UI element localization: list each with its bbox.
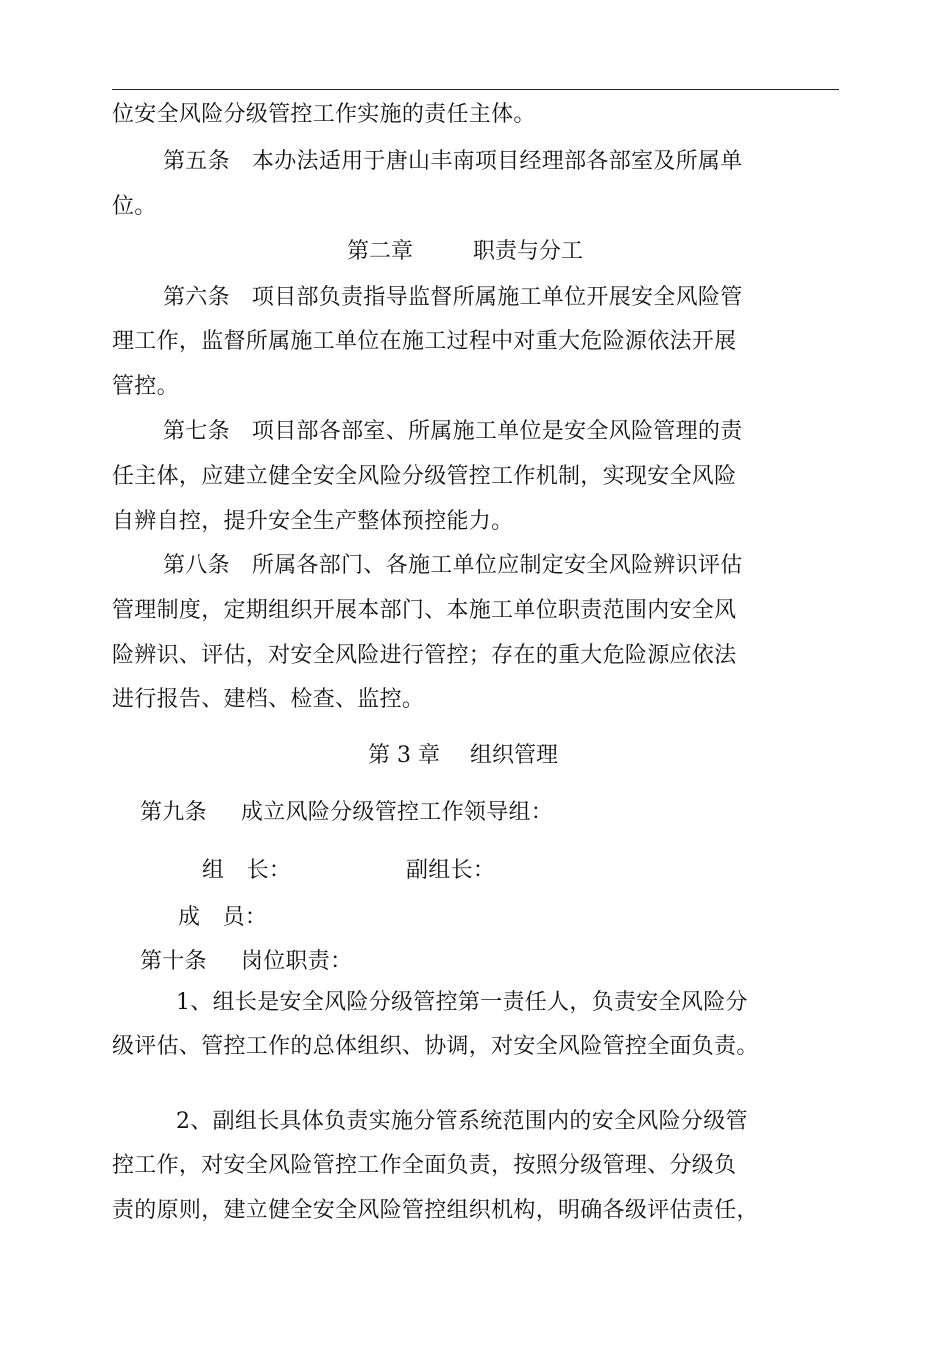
text-line: 控工作，对安全风险管控工作全面负责，按照分级管理、分级负 xyxy=(112,1153,737,1178)
text-line: 自辨自控，提升安全生产整体预控能力。 xyxy=(112,509,514,534)
chapter-2-heading xyxy=(347,237,583,267)
leader-label: 组 长： xyxy=(202,858,292,883)
article-title: 第六条 xyxy=(163,285,230,310)
article-text: 项目部负责指导监督所属施工单位开展安全风险管 xyxy=(251,285,743,310)
text-line: 责的原则，建立健全安全风险管控组织机构，明确各级评估责任， xyxy=(112,1198,759,1223)
article-8 xyxy=(163,551,743,581)
chapter-number: 第 3 章 xyxy=(368,743,440,768)
duty-item-1: 1、组长是安全风险分级管控第一责任人，负责安全风险分 xyxy=(176,990,748,1015)
text-line: 任主体，应建立健全安全风险分级管控工作机制，实现安全风险 xyxy=(112,464,737,489)
text-line: 管控。 xyxy=(112,374,179,399)
article-text: 岗位职责： xyxy=(240,949,353,974)
duty-item-2: 2、副组长具体负责实施分管系统范围内的安全风险分级管 xyxy=(176,1109,748,1134)
article-title: 第七条 xyxy=(163,419,230,444)
article-title: 第十条 xyxy=(140,949,207,974)
chapter-name: 组织管理 xyxy=(469,743,558,768)
article-text: 所属各部门、各施工单位应制定安全风险辨识评估 xyxy=(251,553,743,578)
text-line: 位。 xyxy=(112,194,157,219)
chapter-name: 职责与分工 xyxy=(473,239,584,264)
text-line: 管理制度，定期组织开展本部门、本施工单位职责范围内安全风 xyxy=(112,598,737,623)
article-title: 第八条 xyxy=(163,553,230,578)
chapter-3-heading xyxy=(368,741,558,771)
deputy-leader-label: 副组长： xyxy=(406,858,496,883)
article-5 xyxy=(163,147,743,177)
text-line: 进行报告、建档、检查、监控。 xyxy=(112,687,425,712)
article-text: 项目部各部室、所属施工单位是安全风险管理的责 xyxy=(251,419,743,444)
text-line: 险辨识、评估，对安全风险进行管控；存在的重大危险源应依法 xyxy=(112,643,737,668)
article-text: 本办法适用于唐山丰南项目经理部各部室及所属单 xyxy=(251,149,743,174)
text-line: 理工作，监督所属施工单位在施工过程中对重大危险源依法开展 xyxy=(112,329,737,354)
text-line: 位安全风险分级管控工作实施的责任主体。 xyxy=(112,102,536,127)
article-9 xyxy=(140,798,553,828)
article-10 xyxy=(140,947,352,977)
article-text: 成立风险分级管控工作领导组： xyxy=(240,800,554,825)
members-label: 成 员： xyxy=(178,905,268,930)
article-6 xyxy=(163,283,743,313)
article-title: 第五条 xyxy=(163,149,230,174)
article-title: 第九条 xyxy=(140,800,207,825)
chapter-number: 第二章 xyxy=(347,239,414,264)
header-rule xyxy=(112,89,839,90)
text-line: 级评估、管控工作的总体组织、协调，对安全风险管控全面负责。 xyxy=(112,1034,759,1059)
article-7 xyxy=(163,417,743,447)
